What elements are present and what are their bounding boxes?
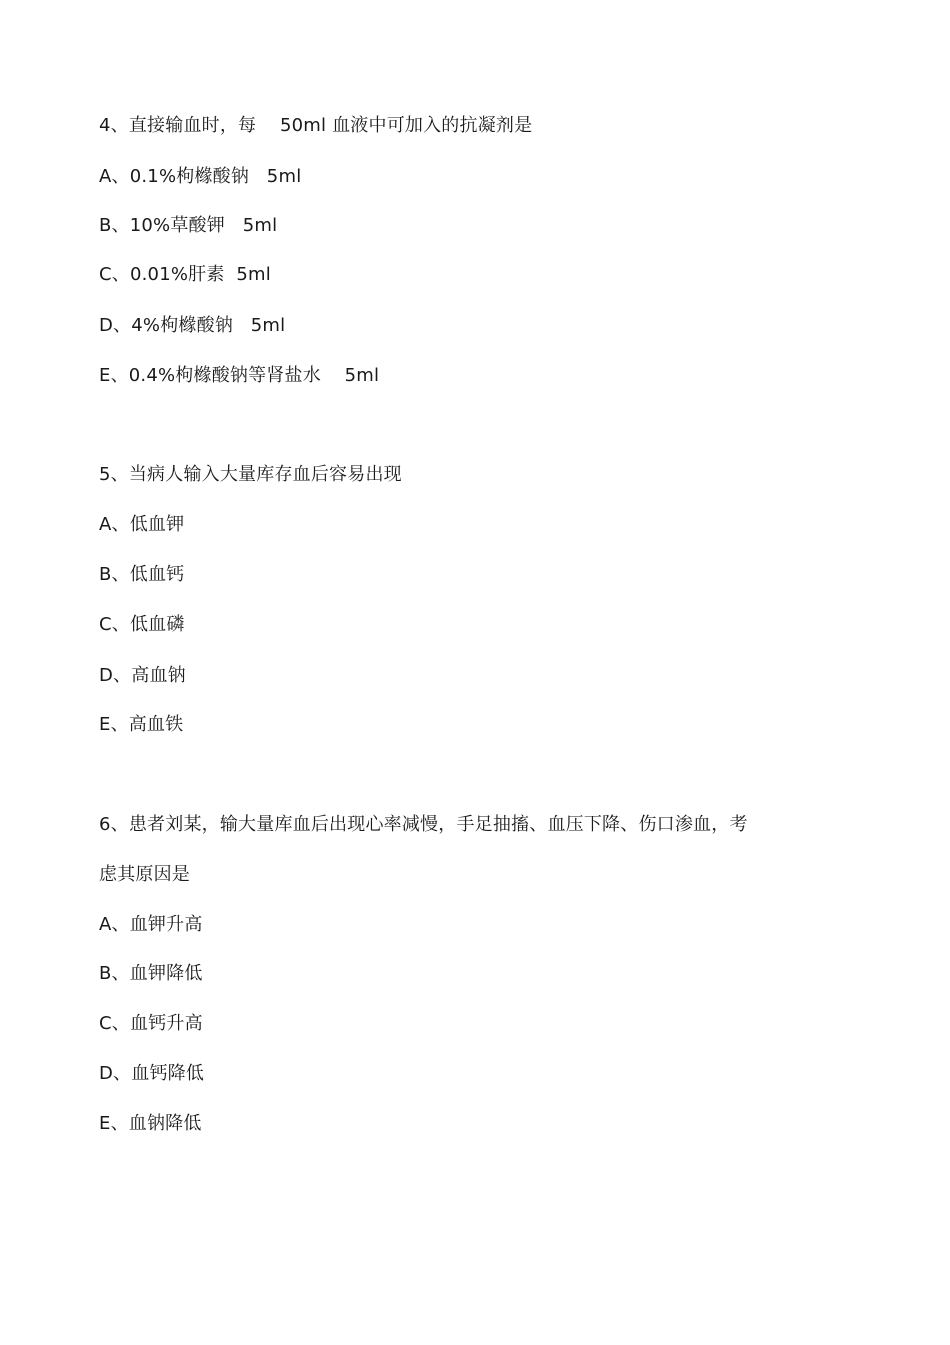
question-6-option-b: B、血钾降低 xyxy=(99,963,203,984)
question-5-option-e: E、高血铁 xyxy=(99,714,184,735)
question-6-option-c: C、血钙升高 xyxy=(99,1013,203,1034)
question-6-stem-line-1: 6、患者刘某，输大量库血后出现心率减慢，手足抽搐、血压下降、伤口渗血，考 xyxy=(99,814,748,835)
question-6-option-e: E、血钠降低 xyxy=(99,1113,202,1134)
question-5-stem: 5、当病人输入大量库存血后容易出现 xyxy=(99,464,402,485)
question-4-option-b: B、10%草酸钾 5ml xyxy=(99,215,278,236)
question-5-option-b: B、低血钙 xyxy=(99,564,185,585)
question-6-option-a: A、血钾升高 xyxy=(99,914,203,935)
question-4-stem: 4、直接输血时，每 50ml 血液中可加入的抗凝剂是 xyxy=(99,115,533,136)
question-6-option-d: D、血钙降低 xyxy=(99,1063,205,1084)
question-5-option-a: A、低血钾 xyxy=(99,514,185,535)
question-4-option-a: A、0.1%枸橼酸钠 5ml xyxy=(99,166,302,187)
question-4-option-d: D、4%枸橼酸钠 5ml xyxy=(99,315,286,336)
question-5-option-c: C、低血磷 xyxy=(99,614,185,635)
question-6-stem-line-2: 虑其原因是 xyxy=(99,864,190,885)
question-5-option-d: D、高血钠 xyxy=(99,665,186,686)
question-4-option-e: E、0.4%枸橼酸钠等肾盐水 5ml xyxy=(99,365,380,386)
question-4-option-c: C、0.01%肝素 5ml xyxy=(99,264,271,285)
